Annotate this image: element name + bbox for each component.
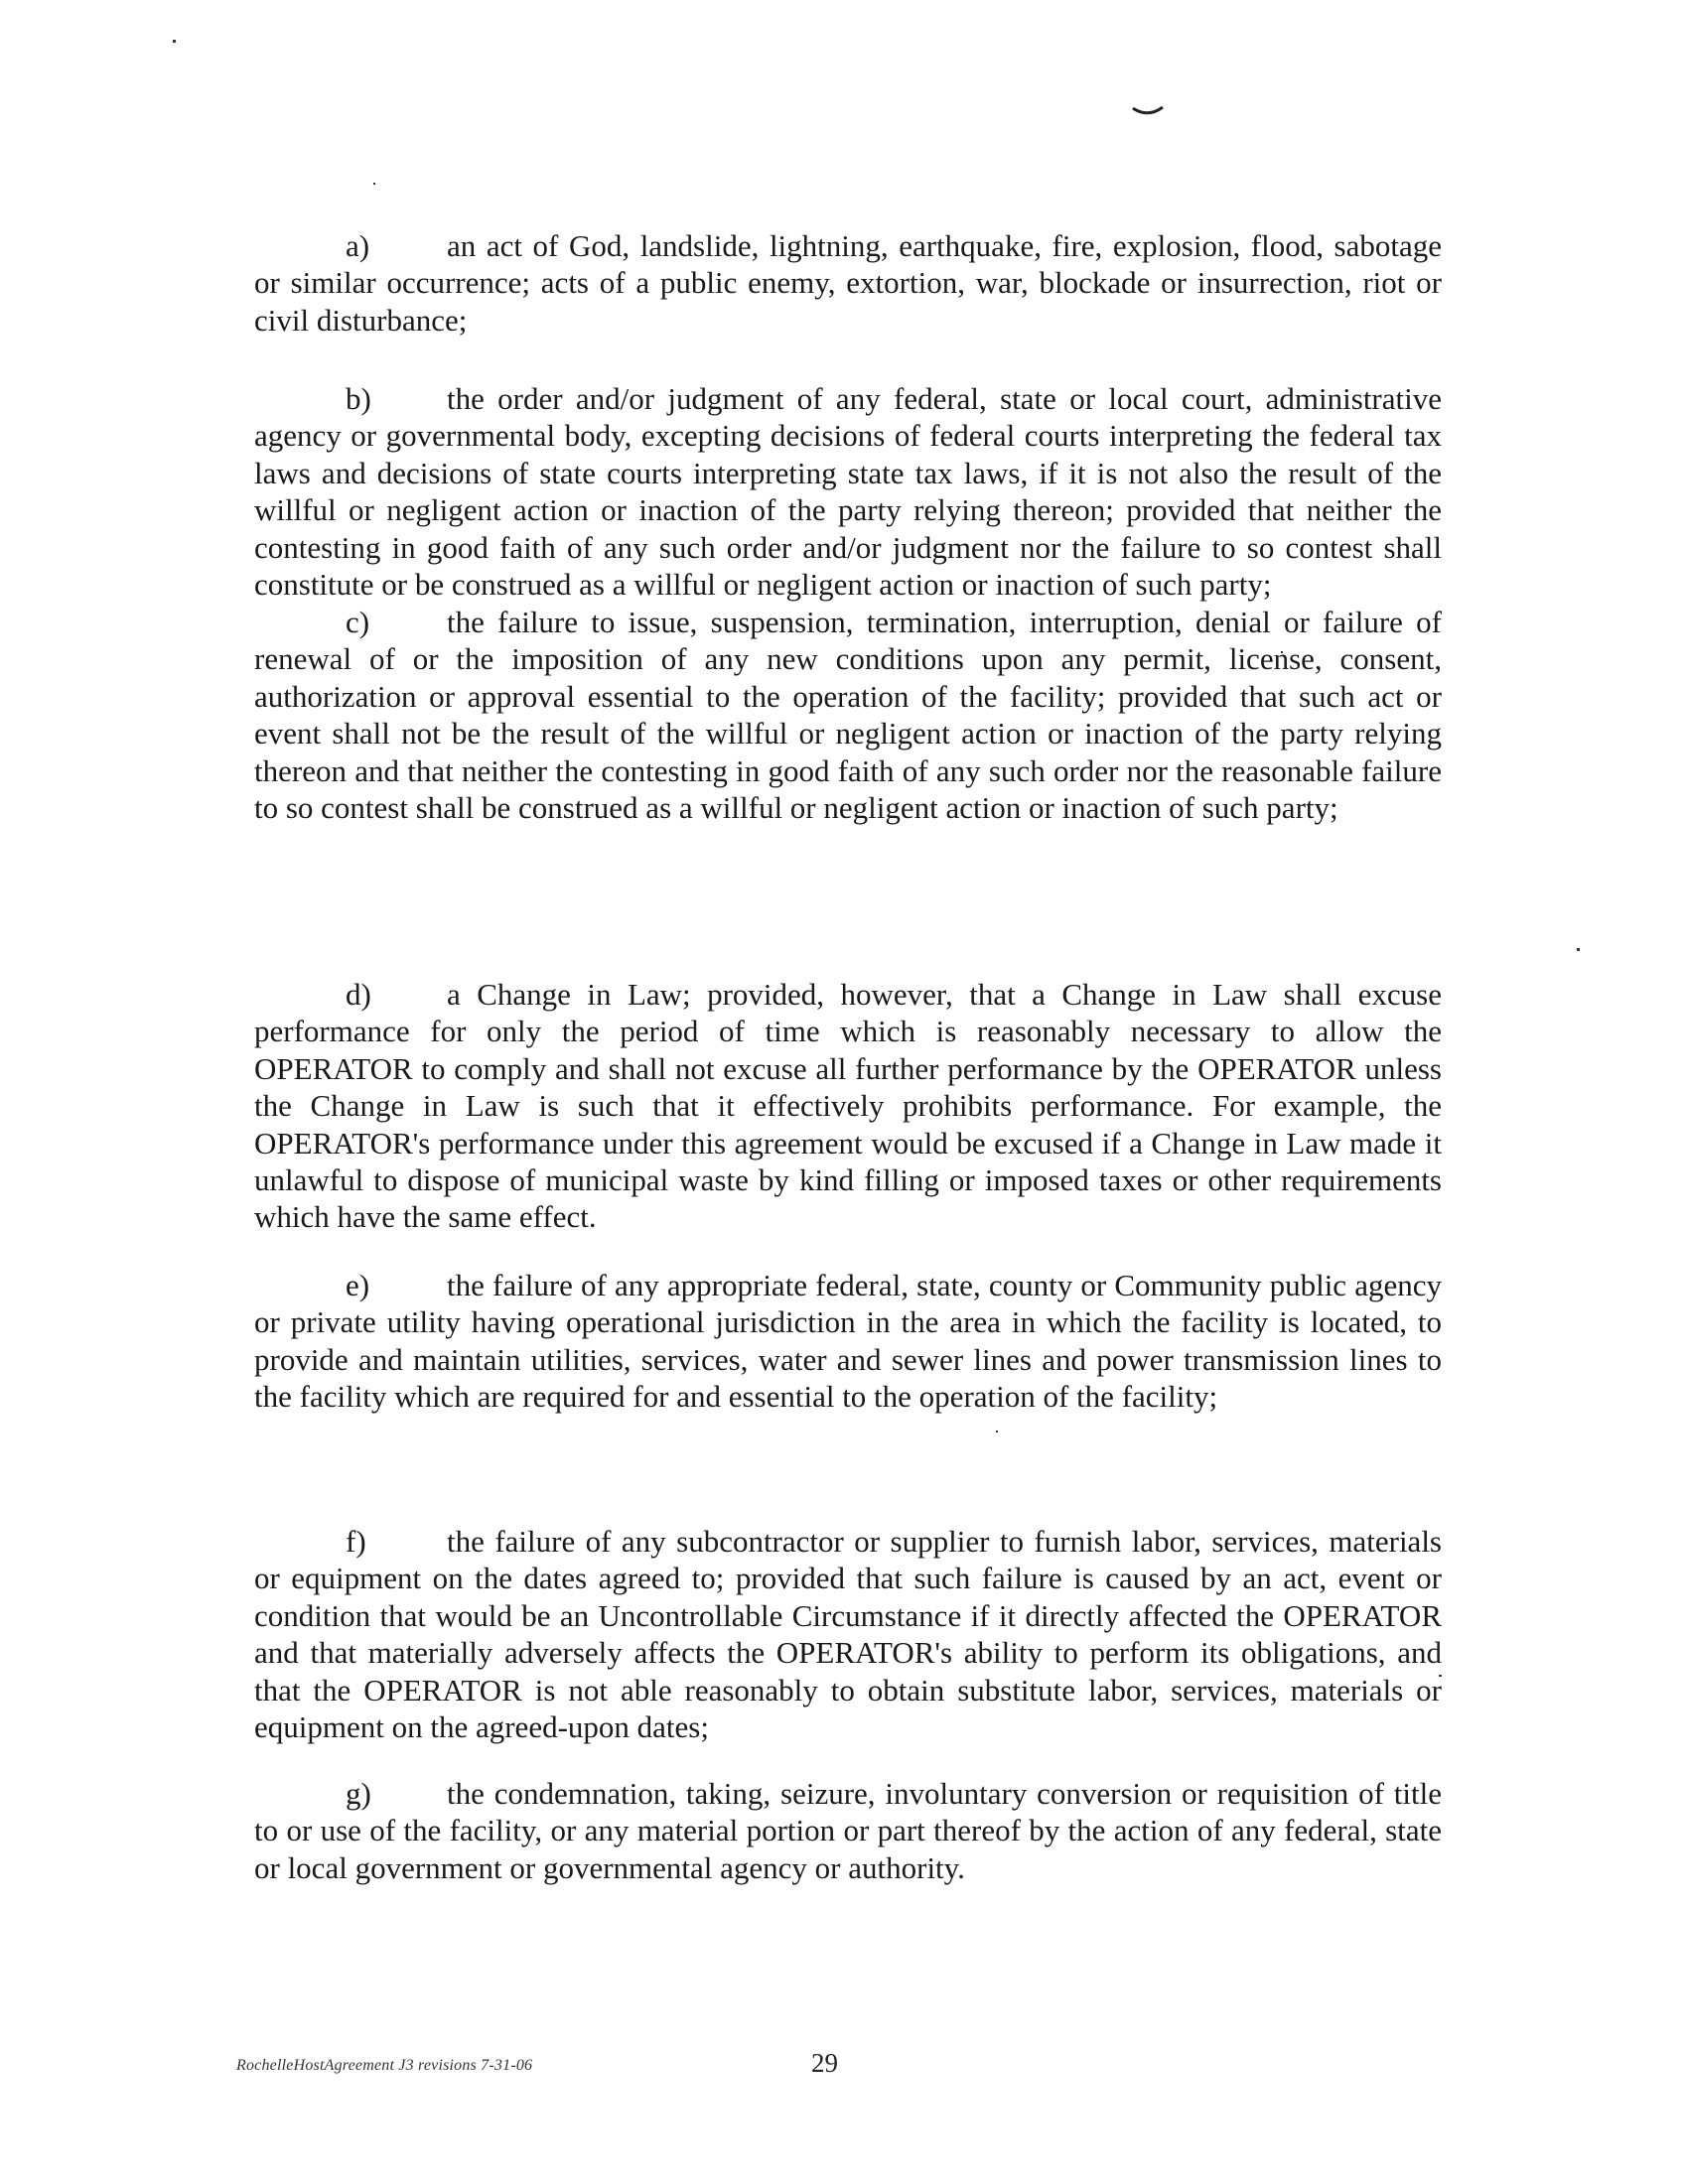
clause-text: the condemnation, taking, seizure, involuntary conversion or requisition of title to or use of the facility, or any material portion or part thereof by the action of any federal, state or local government or governmental agency or authority. (254, 1776, 1442, 1885)
clause-text: an act of God, landslide, lightning, earthquake, fire, explosion, flood, sabotage or similar occurrence; acts of a public enemy, extortion, war, blockade or insurrection, riot or civil disturbance; (254, 228, 1442, 338)
clause-label: f) (346, 1524, 366, 1559)
footer-document-reference: RochelleHostAgreement J3 revisions 7-31-06 (236, 2057, 533, 2074)
clause-b (254, 380, 1442, 603)
page-number: 29 (811, 2048, 838, 2078)
clause-text: the order and/or judgment of any federal, state or local court, administrative agency or governmental body, excepting decisions of federal courts interpreting the federal tax laws and decisions of state courts interpreting state tax laws, if it is not also the result of the willful or negligent action or inaction of the party relying thereon; provided that neither the contesting in good faith of any such order and/or judgment nor the failure to so contest shall constitute or be construed as a willful or negligent action or inaction of such party; (254, 381, 1442, 603)
clause-text: the failure of any appropriate federal, state, county or Community public agency or private utility having operational jurisdiction in the area in which the facility is located, to provide and maintain utilities, services, water and sewer lines and power transmission lines to the facility which are required for and essential to the operation of the facility; (254, 1268, 1442, 1415)
clause-d (254, 976, 1442, 1236)
clause-c (254, 604, 1442, 826)
clause-label: d) (346, 977, 371, 1012)
clause-f (254, 1523, 1442, 1745)
clause-label: b) (346, 381, 371, 416)
clause-label: a) (346, 228, 370, 263)
clause-label: e) (346, 1268, 370, 1302)
scan-artifact-arc (1132, 106, 1164, 116)
clause-text: the failure of any subcontractor or supplier to furnish labor, services, materials or equipment on the dates agreed to; provided that such failure is caused by an act, event or condition that would be an Uncontrollable Circumstance if it directly affected the OPERATOR and that materially adversely affects the OPERATOR's ability to perform its obligations, and that the OPERATOR is not able reasonably to obtain substitute labor, services, materials or equipment on the agreed-upon dates; (254, 1524, 1442, 1745)
clause-e (254, 1267, 1442, 1416)
scan-artifact-dot (373, 183, 375, 185)
clause-label: g) (346, 1776, 371, 1811)
clause-label: c) (346, 605, 370, 639)
clause-text: the failure to issue, suspension, termination, interruption, denial or failure of renewal of or the imposition of any new conditions upon any permit, license, consent, authorization or approval essential to the operation of the facility; provided that such act or event shall not be the result of the willful or negligent action or inaction of the party relying thereon and that neither the contesting in good faith of any such order nor the reasonable failure to so contest shall be construed as a willful or negligent action or inaction of such party; (254, 605, 1442, 826)
clause-a (254, 227, 1442, 339)
scan-artifact-dot (173, 40, 176, 43)
scan-artifact-dot (996, 1431, 998, 1433)
clause-text: a Change in Law; provided, however, that a Change in Law shall excuse performance for only the period of time which is reasonably necessary to allow the OPERATOR to comply and shall not excuse all further performance by the OPERATOR unless the Change in Law is such that it effectively prohibits performance. For example, the OPERATOR's performance under this agreement would be excused if a Change in Law made it unlawful to dispose of municipal waste by kind filling or imposed taxes or other requirements which have the same effect. (254, 977, 1442, 1235)
clause-g (254, 1775, 1442, 1886)
scan-artifact-dot (1577, 948, 1580, 951)
